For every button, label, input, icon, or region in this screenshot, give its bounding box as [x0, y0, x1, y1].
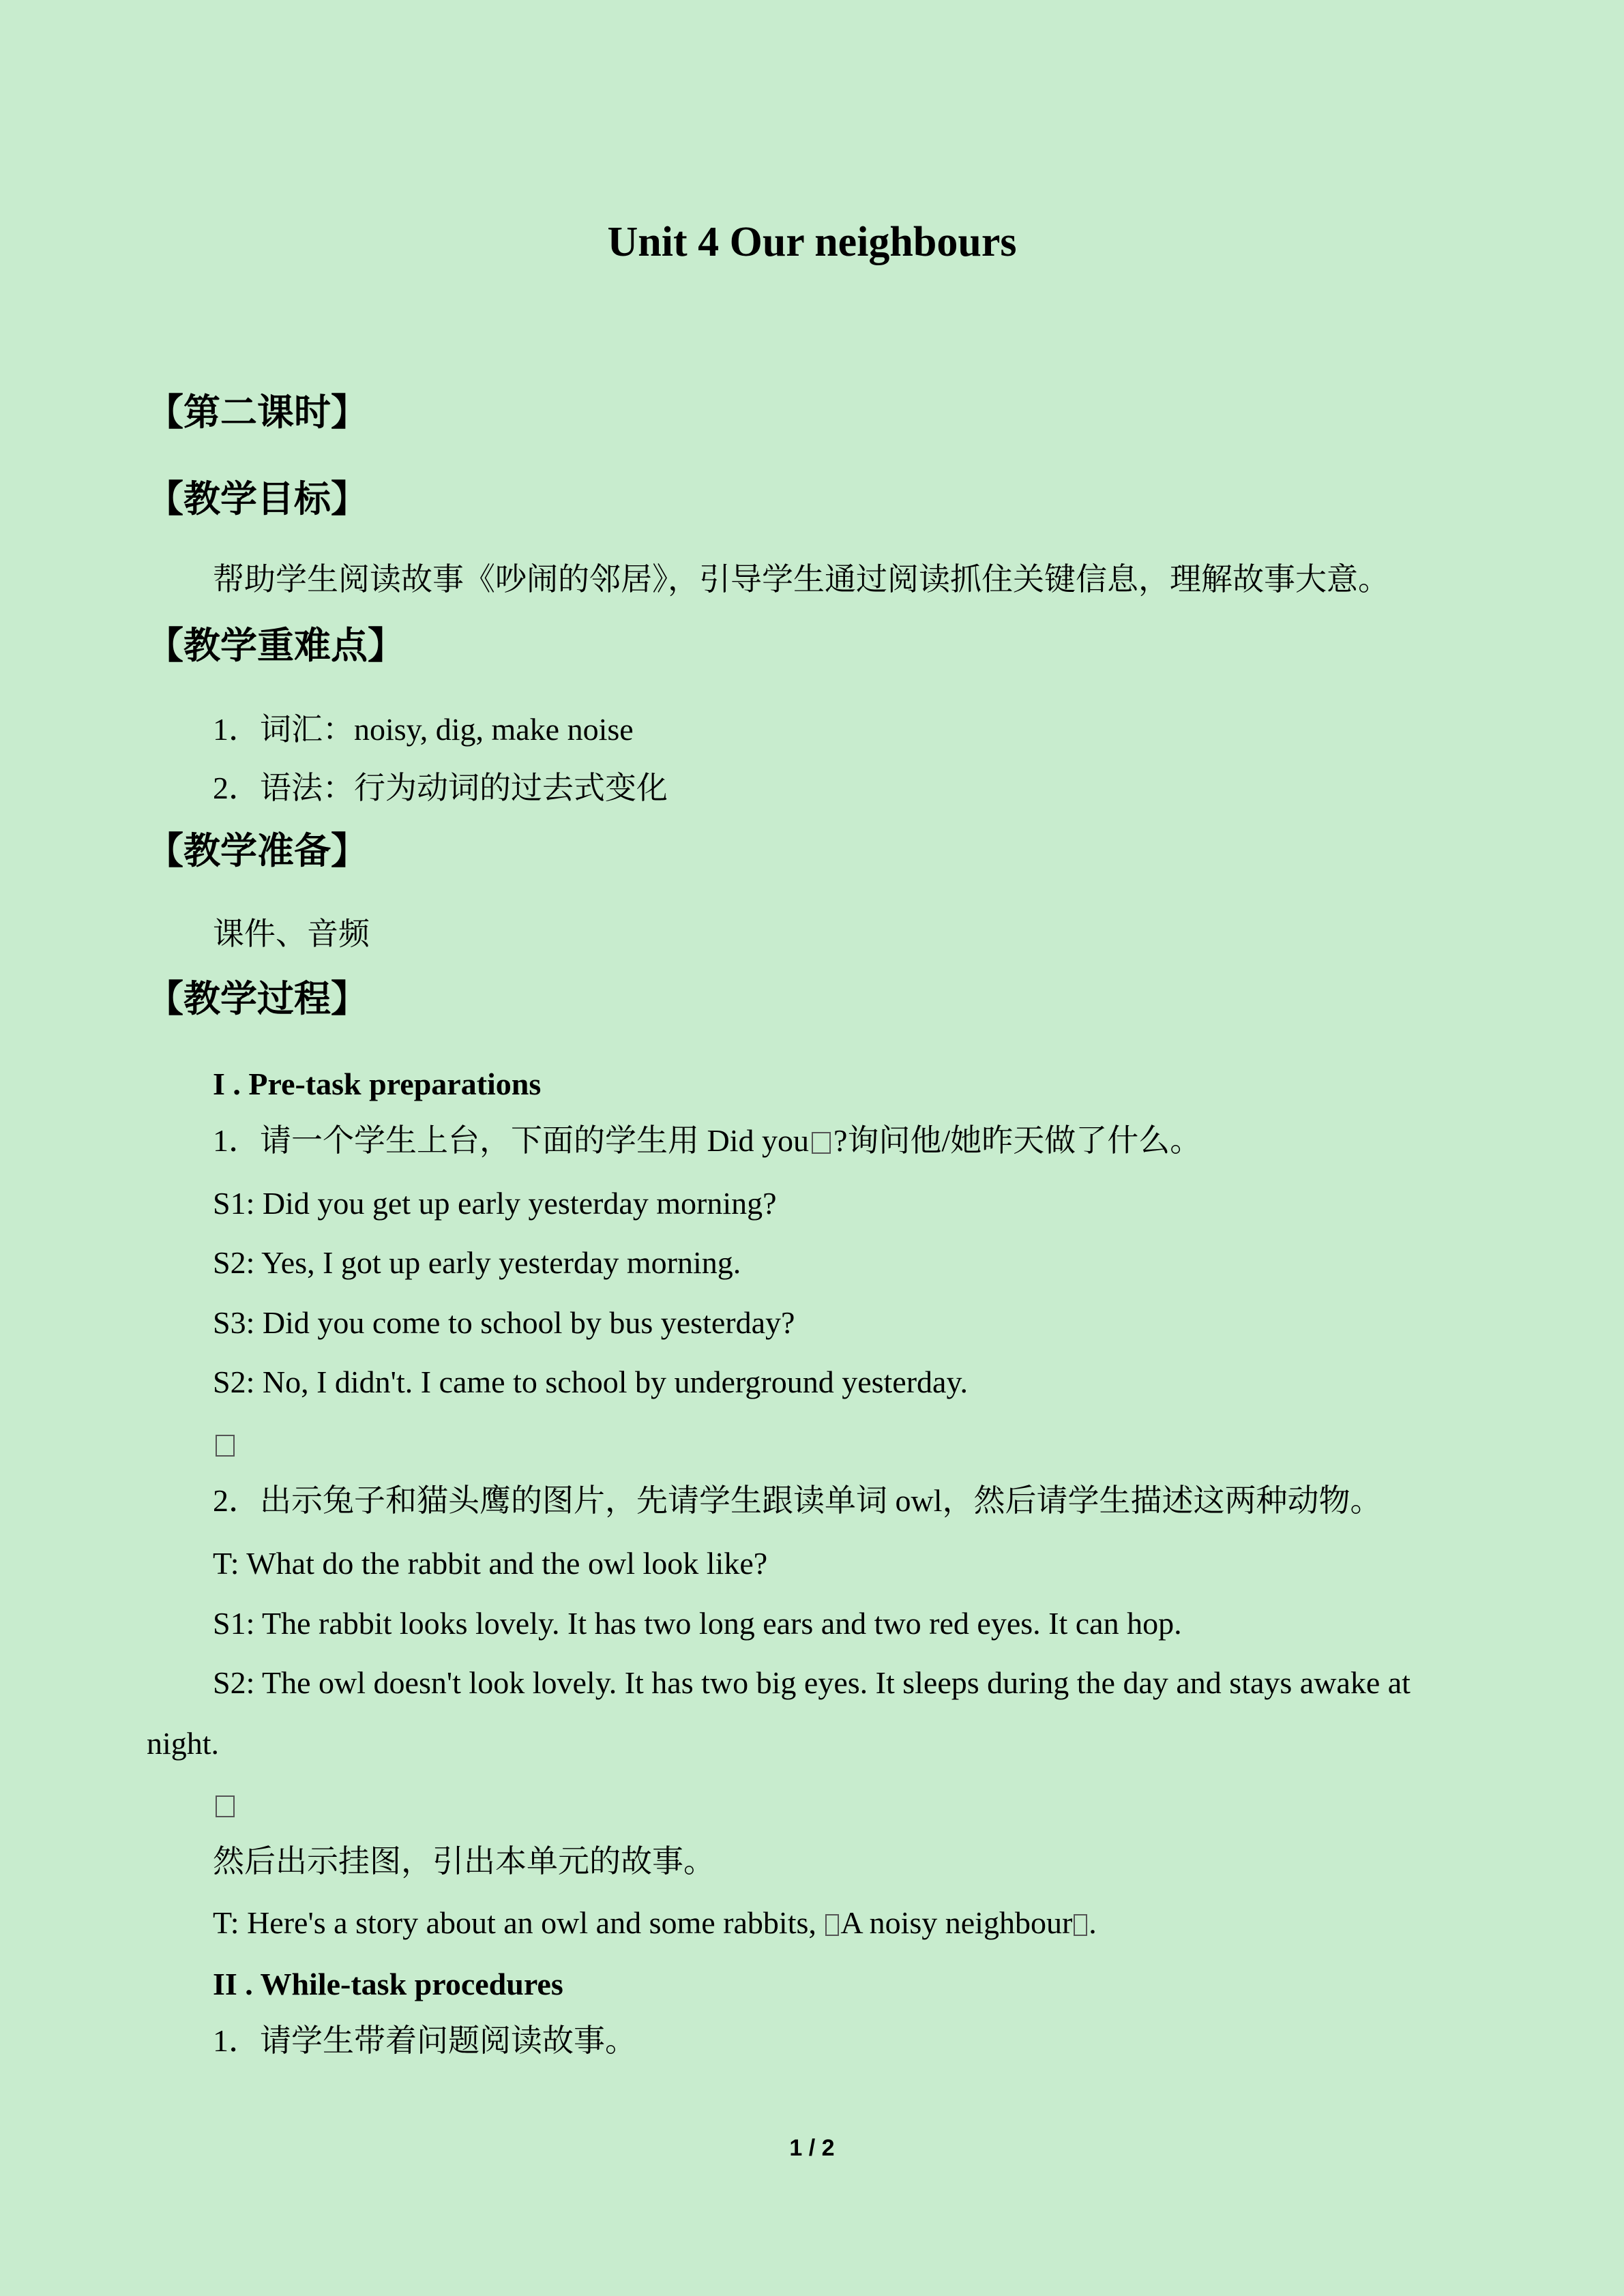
dialogue2-line-3-wrap: night.	[147, 1726, 220, 1761]
key-point-2: 2．语法：行为动词的过去式变化	[213, 771, 668, 805]
dialogue2-line-1: T: What do the rabbit and the owl look like?	[213, 1546, 768, 1581]
key-point-1: 1．词汇：noisy, dig, make noise	[213, 712, 634, 747]
objectives-text: 帮助学生阅读故事《吵闹的邻居》，引导学生通过阅读抓住关键信息，理解故事大意。	[213, 562, 1389, 597]
dialogue1-line-4: S2: No, I didn't. I came to school by underground yesterday.	[213, 1365, 968, 1399]
page-number: 1 / 2	[789, 2135, 835, 2161]
step1-text-before: 1．请一个学生上台，下面的学生用 Did you	[213, 1123, 809, 1158]
empty-paragraph-2	[213, 1784, 237, 1825]
section-preparation-heading: 【教学准备】	[147, 831, 368, 871]
part1-heading: I . Pre-task preparations	[213, 1067, 542, 1101]
section-key-points-heading: 【教学重难点】	[147, 625, 404, 666]
step3-text: 1．请学生带着问题阅读故事。	[213, 2023, 636, 2058]
empty-paragraph	[213, 1423, 237, 1464]
dialogue1-line-2: S2: Yes, I got up early yesterday morning.	[213, 1245, 741, 1280]
preparation-text: 课件、音频	[213, 916, 370, 951]
then-text: 然后出示挂图，引出本单元的故事。	[213, 1844, 715, 1879]
step1-text	[213, 1120, 1201, 1161]
step1-text-after: ?询问他/她昨天做了什么。	[833, 1123, 1202, 1158]
dialogue2-line-3: S2: The owl doesn't look lovely. It has two big eyes. It sleeps during the day and stays awake at	[213, 1665, 1411, 1700]
missing-glyph-icon	[216, 1795, 235, 1817]
section-lesson-heading: 【第二课时】	[147, 392, 368, 433]
missing-glyph-icon	[825, 1914, 839, 1936]
step2-text: 2．出示兔子和猫头鹰的图片，先请学生跟读单词 owl，然后请学生描述这两种动物。	[213, 1483, 1382, 1518]
part2-heading: II . While-task procedures	[213, 1967, 563, 2001]
story-intro-after: .	[1089, 1905, 1097, 1940]
section-objectives-heading: 【教学目标】	[147, 479, 368, 520]
story-intro-before: T: Here's a story about an owl and some rabbits,	[213, 1905, 825, 1940]
missing-glyph-icon	[1074, 1914, 1087, 1936]
story-intro	[213, 1903, 1097, 1943]
dialogue1-line-1: S1: Did you get up early yesterday morning?	[213, 1186, 777, 1221]
dialogue1-line-3: S3: Did you come to school by bus yesterday?	[213, 1305, 795, 1340]
missing-glyph-icon	[812, 1132, 831, 1154]
dialogue2-line-2: S1: The rabbit looks lovely. It has two long ears and two red eyes. It can hop.	[213, 1606, 1182, 1641]
section-process-heading: 【教学过程】	[147, 979, 368, 1019]
document-title: Unit 4 Our neighbours	[607, 219, 1017, 265]
missing-glyph-icon	[216, 1435, 235, 1457]
story-title: A noisy neighbour	[840, 1905, 1073, 1940]
